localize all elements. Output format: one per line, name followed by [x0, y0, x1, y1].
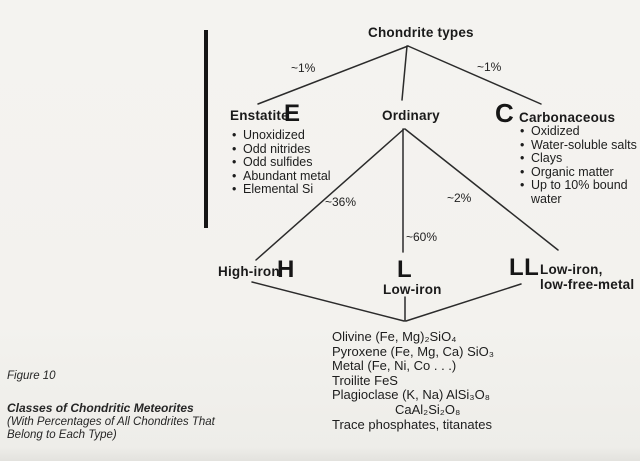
mineral-row: Troilite FeS — [332, 372, 398, 388]
mineral-row: Olivine (Fe, Mg)₂SiO₄ — [332, 329, 457, 344]
figure-title: Classes of Chondritic Meteorites — [7, 401, 194, 415]
low-free-metal-symbol: LL — [509, 254, 540, 281]
enstatite-symbol: E — [284, 100, 301, 127]
carbonaceous-name: Carbonaceous — [519, 110, 616, 125]
high-iron-symbol: H — [277, 256, 295, 283]
ordinary-name: Ordinary — [382, 108, 440, 123]
figure-subtitle-line1: (With Percentages of All Chondrites That — [7, 416, 215, 428]
mineral-row: CaAl₂Si₂O₈ — [395, 401, 461, 417]
carbonaceous-symbol: C — [495, 98, 515, 128]
carbonaceous-bullet-list — [520, 125, 638, 206]
bullet-item: • Organic matter — [520, 166, 638, 180]
bullet-item: • Up to 10% bound water — [520, 179, 638, 206]
enstatite-bullet-list — [232, 129, 347, 197]
bullet-item: • Unoxidized — [232, 129, 347, 143]
bullet-item: • Odd sulfides — [232, 156, 347, 170]
bullet-item: • Odd nitrides — [232, 143, 347, 157]
mineral-row: Metal (Fe, Ni, Co . . .) — [332, 358, 457, 374]
figure-subtitle-line2: Belong to Each Type) — [7, 429, 117, 441]
root-node-label: Chondrite types — [368, 25, 474, 40]
pct-label-high-iron: ~36% — [325, 195, 357, 209]
low-iron-symbol: L — [397, 256, 413, 283]
low-free-metal-name-line2: low-free-metal — [540, 277, 635, 292]
pct-label-low-iron: ~60% — [406, 230, 438, 244]
low-iron-name: Low-iron — [383, 282, 442, 297]
pct-label-low-free-metal: ~2% — [447, 191, 472, 205]
bullet-item: • Elemental Si — [232, 183, 347, 197]
bullet-item: • Clays — [520, 152, 638, 166]
bullet-item: • Water-soluble salts — [520, 139, 638, 153]
low-free-metal-name-line1: Low-iron, — [540, 262, 603, 277]
mineral-row: Plagioclase (K, Na) AlSi₃O₈ — [332, 387, 491, 403]
high-iron-name: High-iron — [218, 264, 280, 279]
mineral-composition-list — [332, 330, 494, 432]
pct-label-enstatite: ~1% — [291, 61, 316, 75]
pct-label-carbonaceous: ~1% — [477, 60, 502, 74]
figure-number: Figure 10 — [7, 370, 56, 382]
bullet-item: • Oxidized — [520, 125, 638, 139]
mineral-row: Pyroxene (Fe, Mg, Ca) SiO₃ — [332, 343, 495, 359]
bullet-item: • Abundant metal — [232, 170, 347, 184]
enstatite-name: Enstatite — [230, 108, 289, 123]
mineral-row: Trace phosphates, titanates — [332, 416, 492, 432]
